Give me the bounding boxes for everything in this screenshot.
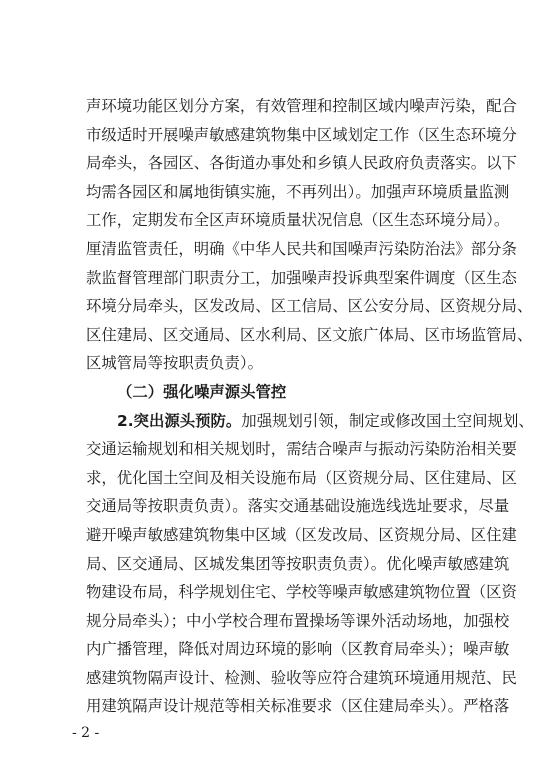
paragraph-first-line bbox=[86, 407, 534, 436]
body-line: 内广播管理，降低对周边环境的影响（区教育局牵头）；噪声敏 bbox=[86, 640, 510, 659]
body-line: 工作，定期发布全区声环境质量状况信息（区生态环境分局）。 bbox=[86, 211, 510, 230]
body-line: 区住建局、区交通局、区水利局、区文旅广体局、区市场监管局、 bbox=[86, 325, 533, 344]
paragraph-first-line-text: 加强规划引领，制定或修改国土空间规划、 bbox=[241, 411, 534, 430]
body-line: 交通运输规划和相关规划时，需结合噪声与振动污染防治相关要 bbox=[86, 440, 517, 459]
body-line: 局牵头，各园区、各街道办事处和乡镇人民政府负责落实。以下 bbox=[86, 154, 517, 173]
body-line: 款监督管理部门职责分工，加强噪声投诉典型案件调度（区生态 bbox=[86, 268, 517, 287]
body-line: 求，优化国土空间及相关设施布局（区资规分局、区住建局、区 bbox=[86, 468, 517, 487]
body-line: 市级适时开展噪声敏感建筑物集中区域划定工作（区生态环境分 bbox=[86, 125, 517, 144]
body-line: 用建筑隔声设计规范等相关标准要求（区住建局牵头）。严格落 bbox=[86, 697, 510, 716]
body-line: 均需各园区和属地街镇实施，不再列出）。加强声环境质量监测 bbox=[86, 182, 510, 201]
body-line: 区城管局等按职责负责）。 bbox=[86, 354, 263, 373]
body-line: 局、区交通局、区城发集团等按职责负责）。优化噪声敏感建筑 bbox=[86, 554, 510, 573]
paragraph-lead-in: 2.突出源头预防。 bbox=[117, 411, 242, 430]
body-line: 感建筑物隔声设计、检测、验收等应符合建筑环境通用规范、民 bbox=[86, 668, 517, 687]
body-line: 物建设布局，科学规划住宅、学校等噪声敏感建筑物位置（区资 bbox=[86, 583, 517, 602]
body-line: 避开噪声敏感建筑物集中区域（区发改局、区资规分局、区住建 bbox=[86, 525, 517, 544]
body-line: 声环境功能区划分方案，有效管理和控制区域内噪声污染，配合 bbox=[86, 97, 517, 115]
body-line: 厘清监管责任，明确《中华人民共和国噪声污染防治法》部分条 bbox=[86, 239, 517, 258]
document-body bbox=[86, 92, 534, 721]
page-number: - 2 - bbox=[72, 725, 100, 741]
body-line: 交通局等按职责负责）。落实交通基础设施选线选址要求，尽量 bbox=[86, 497, 510, 516]
body-line: 规分局牵头）；中小学校合理布置操场等课外活动场地，加强校 bbox=[86, 611, 510, 630]
section-heading: （二）强化噪声源头管控 bbox=[117, 382, 287, 401]
body-line: 环境分局牵头，区发改局、区工信局、区公安分局、区资规分局、 bbox=[86, 297, 533, 316]
